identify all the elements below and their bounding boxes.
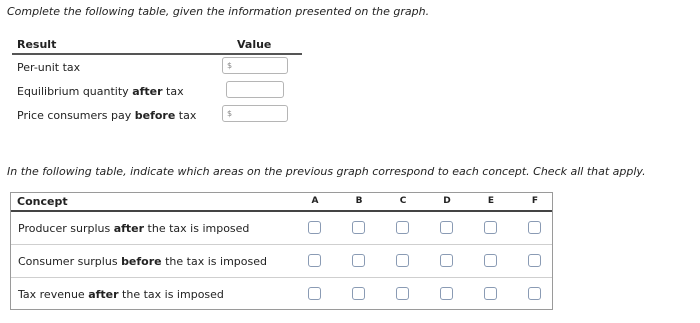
checkbox-consumer-surplus-b[interactable] xyxy=(352,254,365,267)
column-header-a: A xyxy=(311,196,319,206)
row-label: Consumer surplus before the tax is imposed xyxy=(18,255,267,268)
table-header xyxy=(11,193,552,212)
checkbox-tax-revenue-e[interactable] xyxy=(484,287,497,300)
checkbox-consumer-surplus-a[interactable] xyxy=(308,254,321,267)
result-value-table xyxy=(12,36,302,127)
row-label: Producer surplus after the tax is imposed xyxy=(18,222,250,235)
column-header-d: D xyxy=(443,196,451,206)
checkbox-tax-revenue-b[interactable] xyxy=(352,287,365,300)
checkbox-producer-surplus-b[interactable] xyxy=(352,221,365,234)
checkbox-producer-surplus-a[interactable] xyxy=(308,221,321,234)
row-label: Per-unit tax xyxy=(17,61,81,74)
table-row-consumer-surplus xyxy=(11,245,552,278)
row-label: Equilibrium quantity after tax xyxy=(17,85,184,98)
per-unit-tax-input[interactable] xyxy=(222,57,288,74)
checkbox-tax-revenue-d[interactable] xyxy=(440,287,453,300)
header-value: Value xyxy=(237,38,272,51)
table-row-tax-revenue xyxy=(11,278,552,310)
checkbox-tax-revenue-c[interactable] xyxy=(396,287,409,300)
instruction-text-2: In the following table, indicate which areas on the previous graph correspond to each concept. Check all that apply. xyxy=(7,165,646,178)
dollar-prefix: $ xyxy=(227,61,233,70)
table-header xyxy=(12,36,302,55)
concept-area-table xyxy=(10,192,553,310)
row-price-consumers-pay xyxy=(12,103,302,127)
dollar-prefix: $ xyxy=(227,109,233,118)
checkbox-consumer-surplus-f[interactable] xyxy=(528,254,541,267)
checkbox-tax-revenue-a[interactable] xyxy=(308,287,321,300)
instruction-text-1: Complete the following table, given the information presented on the graph. xyxy=(7,5,430,18)
column-header-f: F xyxy=(531,196,539,206)
column-header-e: E xyxy=(487,196,495,206)
checkbox-producer-surplus-e[interactable] xyxy=(484,221,497,234)
checkbox-producer-surplus-f[interactable] xyxy=(528,221,541,234)
row-label: Tax revenue after the tax is imposed xyxy=(18,288,224,301)
checkbox-producer-surplus-c[interactable] xyxy=(396,221,409,234)
checkbox-consumer-surplus-d[interactable] xyxy=(440,254,453,267)
checkbox-consumer-surplus-c[interactable] xyxy=(396,254,409,267)
column-header-c: C xyxy=(399,196,407,206)
checkbox-producer-surplus-d[interactable] xyxy=(440,221,453,234)
row-equilibrium-quantity xyxy=(12,79,302,103)
equilibrium-quantity-input[interactable] xyxy=(226,81,284,98)
table-row-producer-surplus xyxy=(11,212,552,245)
price-consumers-pay-input[interactable] xyxy=(222,105,288,122)
row-per-unit-tax xyxy=(12,55,302,79)
header-result: Result xyxy=(17,38,57,51)
column-header-b: B xyxy=(355,196,363,206)
checkbox-consumer-surplus-e[interactable] xyxy=(484,254,497,267)
checkbox-tax-revenue-f[interactable] xyxy=(528,287,541,300)
row-label: Price consumers pay before tax xyxy=(17,109,197,122)
header-concept: Concept xyxy=(17,195,68,208)
